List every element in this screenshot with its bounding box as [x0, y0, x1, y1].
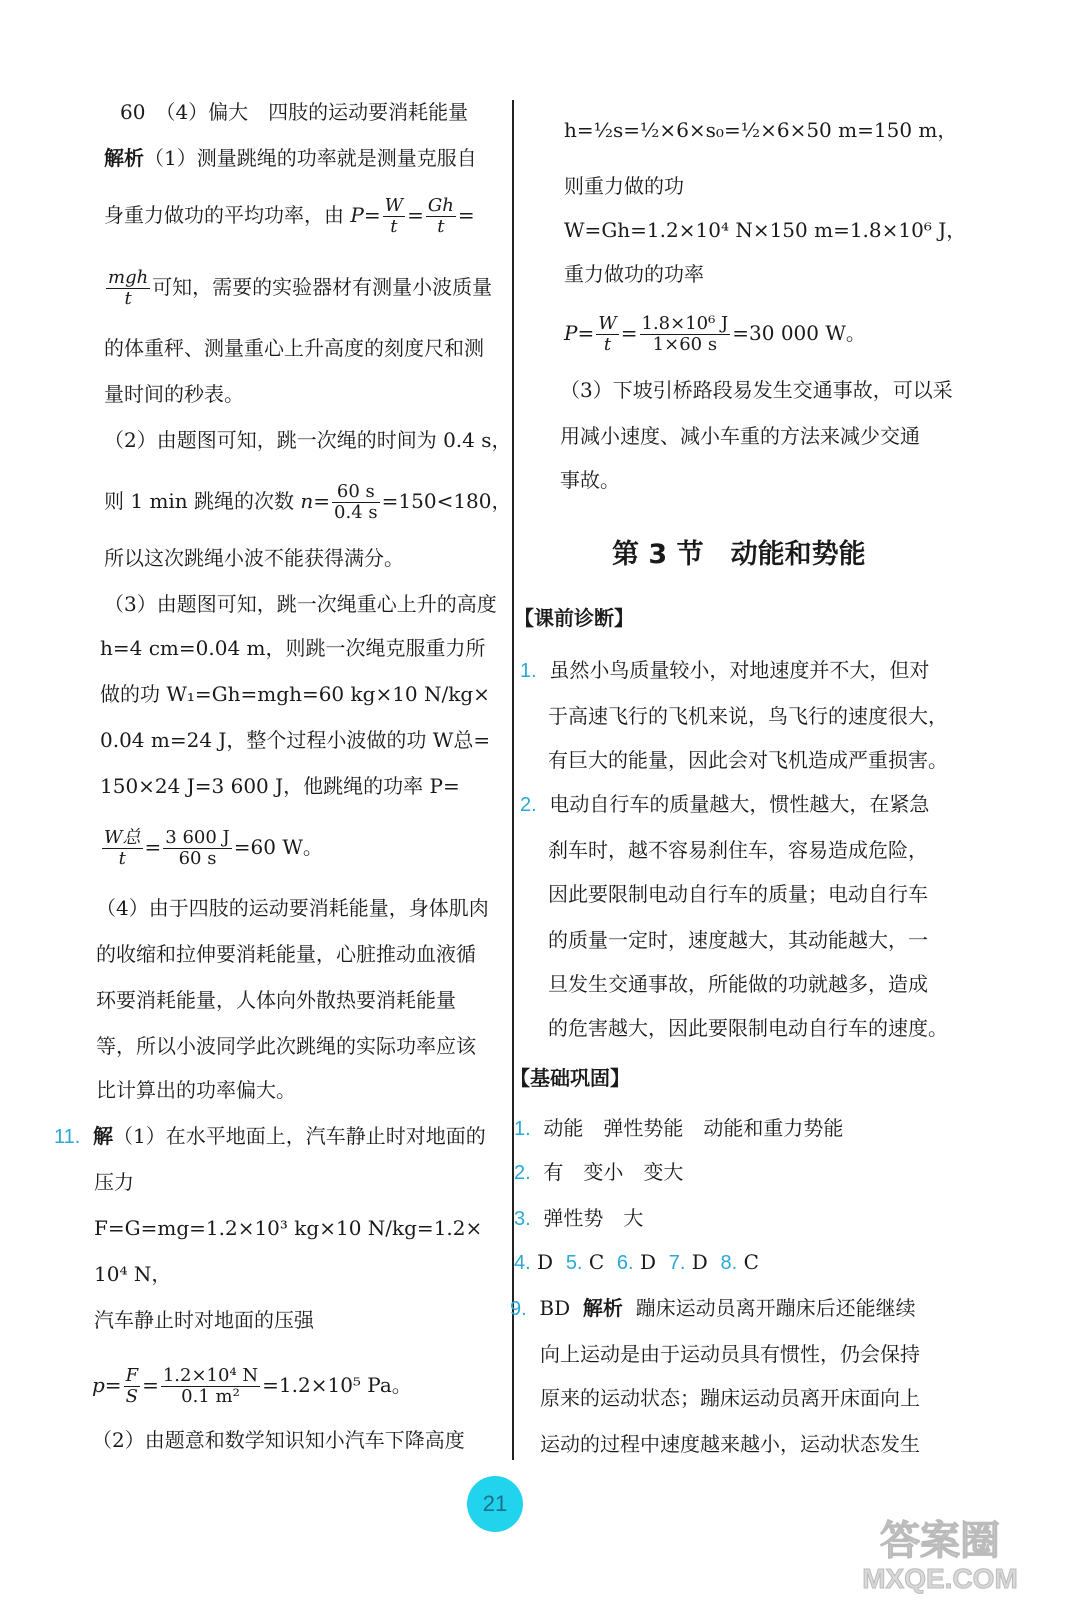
right-line [564, 314, 866, 355]
answer: BD [539, 1296, 571, 1320]
answer: C [743, 1250, 759, 1274]
question-number: 8. [720, 1252, 738, 1274]
left-line [100, 828, 323, 869]
text: =30 000 W。 [732, 321, 866, 345]
text: 身重力做功的平均功率，由 [104, 203, 351, 227]
text: 蹦床运动员离开蹦床后还能继续 [635, 1296, 916, 1320]
right-line: 重力做功的功率 [564, 262, 704, 286]
left-line: 等，所以小波同学此次跳绳的实际功率应该 [96, 1034, 476, 1058]
text: =60 W。 [233, 835, 323, 859]
solution-label: 解 [93, 1124, 114, 1148]
left-line: 60 （4）偏大 四肢的运动要消耗能量 [120, 100, 469, 124]
denominator: t [124, 288, 132, 309]
text: = [620, 321, 638, 345]
formula: P= [564, 321, 595, 345]
text: 需要的实验器材有测量小波质量 [212, 275, 493, 299]
right-line [514, 1116, 843, 1141]
left-line: 做的功 W₁=Gh=mgh=60 kg×10 N/kg× [100, 682, 490, 706]
left-line: F=G=mg=1.2×10³ kg×10 N/kg=1.2× [94, 1216, 483, 1240]
fraction [163, 828, 231, 869]
fraction [124, 1366, 141, 1407]
text: 可知， [152, 275, 213, 299]
left-line: h=4 cm=0.04 m，则跳一次绳克服重力所 [100, 636, 486, 660]
right-line: 则重力做的功 [564, 174, 684, 198]
numerator: W [598, 313, 617, 334]
question-number: 11. [54, 1126, 81, 1148]
left-line: （3）由题图可知，跳一次绳重心上升的高度 [104, 592, 497, 616]
left-line: （2）由题图可知，跳一次绳的时间为 0.4 s， [104, 428, 512, 452]
left-line: 150×24 J=3 600 J，他跳绳的功率 P= [100, 774, 460, 798]
question-number: 1. [514, 1118, 531, 1140]
answer: D [691, 1250, 708, 1274]
analysis-label: 解析 [104, 146, 144, 170]
text: = [142, 1373, 159, 1397]
denominator: t [118, 848, 126, 869]
formula: p= [92, 1373, 122, 1397]
right-line: 事故。 [560, 468, 620, 492]
left-line: 10⁴ N， [94, 1262, 172, 1286]
formula: n= [300, 489, 331, 513]
denominator: S [125, 1386, 138, 1407]
denominator: t [603, 334, 612, 355]
right-line [514, 1250, 759, 1275]
denominator: 0.4 s [334, 502, 378, 523]
fraction [426, 196, 456, 237]
answer: D [639, 1250, 656, 1274]
numerator: W总 [104, 827, 141, 848]
right-line: （3）下坡引桥路段易发生交通事故，可以采 [560, 378, 953, 402]
text: 则 1 min 跳绳的次数 [104, 489, 301, 513]
left-line [54, 1124, 486, 1149]
text: =150<180， [381, 489, 512, 513]
question-number: 2. [520, 794, 537, 816]
left-line [104, 146, 477, 170]
answer: C [588, 1250, 605, 1274]
watermark-logo [835, 1506, 1045, 1596]
question-number: 5. [565, 1252, 583, 1274]
subsection-title: 【课前诊断】 [514, 606, 634, 630]
right-line: 于高速飞行的飞机来说，鸟飞行的速度很大， [548, 704, 948, 728]
right-line [520, 658, 929, 683]
right-line: 有巨大的能量，因此会对飞机造成严重损害。 [548, 748, 948, 772]
left-line: 的收缩和拉伸要消耗能量，心脏推动血液循 [96, 942, 476, 966]
question-number: 1. [520, 660, 537, 682]
left-line: 所以这次跳绳小波不能获得满分。 [104, 546, 404, 570]
fraction [383, 196, 406, 237]
right-line: 运动的过程中速度越来越小，运动状态发生 [540, 1432, 920, 1456]
subsection-title: 【基础巩固】 [510, 1066, 630, 1090]
left-line [104, 268, 492, 309]
denominator: 60 s [178, 848, 217, 869]
right-line [510, 1296, 916, 1321]
right-line: 的危害越大，因此要限制电动自行车的速度。 [548, 1016, 948, 1040]
denominator: 1×60 s [652, 334, 718, 355]
formula: P= [350, 203, 381, 227]
left-line: 0.04 m=24 J，整个过程小波做的功 W总= [100, 728, 491, 752]
denominator: 0.1 m² [181, 1386, 240, 1407]
page-number: 21 [467, 1476, 523, 1532]
left-line: 压力 [94, 1170, 134, 1194]
numerator: mgh [108, 267, 149, 288]
numerator: 1.2×10⁴ N [162, 1365, 259, 1386]
right-line [514, 1206, 643, 1231]
right-line: 刹车时，越不容易刹住车，容易造成危险， [548, 838, 928, 862]
left-line: （4）由于四肢的运动要消耗能量，身体肌肉 [96, 896, 489, 920]
right-line: 的质量一定时，速度越大，其动能越大，一 [548, 928, 928, 952]
question-number: 4. [514, 1252, 531, 1274]
fraction [640, 314, 731, 355]
question-number: 2. [514, 1162, 531, 1184]
fraction [332, 482, 380, 523]
text: 有 变小 变大 [543, 1160, 684, 1184]
watermark-title: 答案圈 [880, 1518, 1000, 1564]
right-line: 旦发生交通事故，所能做的功就越多，造成 [548, 972, 928, 996]
answer: D [537, 1250, 554, 1274]
numerator: Gh [427, 195, 454, 216]
text: = [407, 203, 424, 227]
right-line: 用减小速度、减小车重的方法来减少交通 [560, 424, 920, 448]
left-line: （2）由题意和数学知识知小汽车下降高度 [92, 1428, 465, 1452]
denominator: t [390, 216, 398, 237]
left-line [104, 482, 512, 523]
fraction [102, 828, 143, 869]
denominator: t [437, 216, 445, 237]
left-line: 汽车静止时对地面的压强 [94, 1308, 314, 1332]
question-number: 6. [616, 1252, 634, 1274]
left-line: 比计算出的功率偏大。 [96, 1078, 296, 1102]
right-line: h=½s=½×6×s₀=½×6×50 m=150 m， [564, 118, 958, 142]
section-heading: 第 3 节 动能和势能 [612, 539, 866, 570]
left-line [104, 196, 475, 237]
fraction [596, 314, 619, 355]
right-line: 原来的运动状态；蹦床运动员离开床面向上 [540, 1386, 920, 1410]
analysis-label: 解析 [582, 1296, 623, 1320]
text: 虽然小鸟质量较小，对地速度并不大，但对 [549, 658, 930, 682]
fraction [106, 268, 150, 309]
text: = [457, 203, 475, 227]
text: 电动自行车的质量越大，惯性越大，在紧急 [549, 792, 930, 816]
question-number: 7. [668, 1252, 686, 1274]
numerator: 1.8×10⁶ J [641, 313, 729, 334]
right-line [520, 792, 929, 817]
text: =1.2×10⁵ Pa。 [262, 1373, 412, 1397]
right-line [514, 1160, 683, 1185]
text: 弹性势 大 [543, 1206, 644, 1230]
fraction [161, 1366, 260, 1407]
question-number: 3. [514, 1208, 531, 1230]
numerator: F [125, 1365, 139, 1386]
numerator: 3 600 J [165, 827, 230, 848]
text: （1）测量跳绳的功率就是测量克服自 [144, 146, 477, 170]
left-line: 环要消耗能量，人体向外散热要消耗能量 [96, 988, 456, 1012]
left-line: 的体重秤、测量重心上升高度的刻度尺和测 [104, 336, 484, 360]
text: 动能 弹性势能 动能和重力势能 [543, 1116, 844, 1140]
right-line: W=Gh=1.2×10⁴ N×150 m=1.8×10⁶ J， [564, 218, 967, 242]
numerator: 60 s [332, 482, 380, 503]
left-line [92, 1366, 412, 1407]
text: = [144, 835, 162, 859]
right-line: 向上运动是由于运动员具有惯性，仍会保持 [540, 1342, 920, 1366]
watermark-url: MXQE.COM [862, 1563, 1018, 1594]
left-line: 量时间的秒表。 [104, 382, 244, 406]
numerator: W [384, 195, 404, 216]
question-number: 9. [510, 1298, 527, 1320]
text: （1）在水平地面上，汽车静止时对地面的 [113, 1124, 486, 1148]
right-line: 因此要限制电动自行车的质量；电动自行车 [548, 882, 928, 906]
